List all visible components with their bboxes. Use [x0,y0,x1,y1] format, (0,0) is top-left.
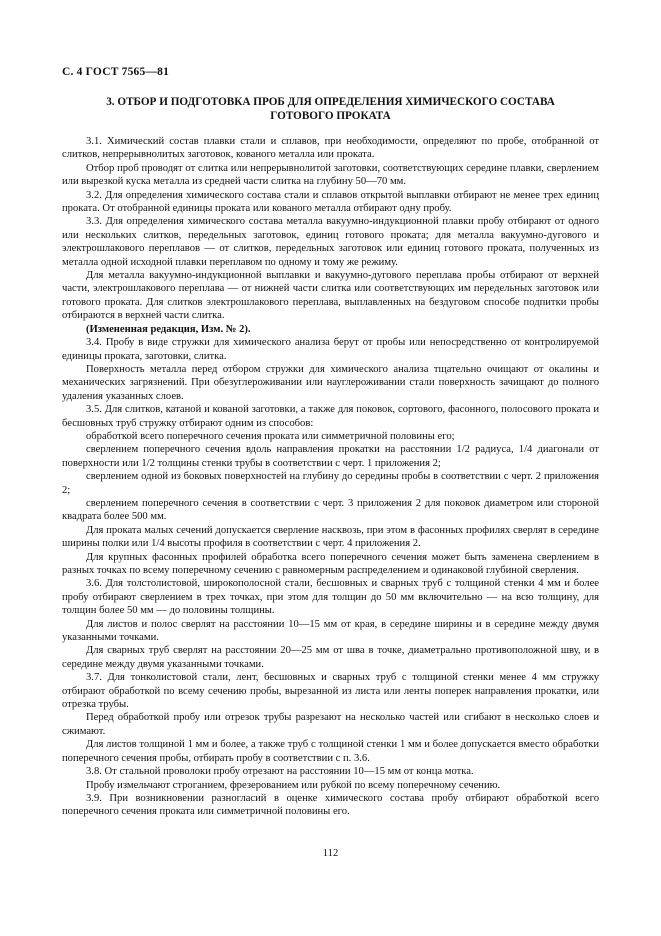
list-item: сверлением одной из боковых поверхностей на глубину до середины пробы в соответствии с черт. 2 приложения 2; [62,471,599,496]
paragraph: Отбор проб проводят от слитка или непрерывнолитой заготовки, соответствующих середине плавки, сверлением или вырезкой куска металла из средней части слитка на глубину 50—70 мм. [62,162,599,188]
paragraph: 3.1. Химический состав плавки стали и сплавов, при необходимости, определяют по пробе, отобранной от слитков, непрерывнолитых заготовок, кованого металла или проката. [62,136,599,161]
paragraph: Для сварных труб сверлят на расстоянии 20—25 мм от шва в точке, диаметрально противоположной шву, и в середине между двумя указанными точками. [62,645,599,670]
list-item: обработкой всего поперечного сечения проката или симметричной половины его; [86,430,455,442]
paragraph: 3.7. Для тонколистовой стали, лент, бесшовных и сварных труб с толщиной стенки менее 4 мм стружку отбирают обработкой по всему сечению пробы, вырезанной из листа или ленты поперек направления прокатки, или отрезка трубы. [62,672,599,711]
page-header: С. 4 ГОСТ 7565—81 [62,66,170,78]
paragraph: 3.8. От стальной проволоки пробу отрезают на расстоянии 10—15 мм от конца мотка. [86,766,474,778]
paragraph: Перед обработкой пробу или отрезок трубы разрезают на несколько частей или сгибают в несколько слоев и сжимают. [62,712,599,737]
list-item: сверлением поперечного сечения вдоль направления прокатки на расстоянии 1/2 радиуса, 1/4 диагонали от поверхности или 1/2 толщины стенки трубы в соответствии с черт. 1 приложения 2; [62,444,599,469]
paragraph: Для металла вакуумно-индукционной выплавки и вакуумно-дугового переплава пробы отбирают от верхней части, электрошлакового переплава — от нижней части слитка или соответствующих им передельных заготовок или готового проката. Для слитков электрошлакового переплава, выплавленных на бездуговом способе подпитки пробы отбираются в верхней части слитка. [62,270,599,322]
paragraph: 3.5. Для слитков, катаной и кованой заготовки, а также для поковок, сортового, фасонного, полосового проката и бесшовных труб стружку отбирают одним из способов: [62,404,599,429]
paragraph: Для проката малых сечений допускается сверление насквозь, при этом в фасонных профилях сверлят в середине ширины полки или 1/4 высоты профиля в соответствии с черт. 4 приложения 2. [62,524,599,550]
section-title-line-1: 3. ОТБОР И ПОДГОТОВКА ПРОБ ДЛЯ ОПРЕДЕЛЕНИЯ ХИМИЧЕСКОГО СОСТАВА [106,96,555,108]
amendment-note: (Измененная редакция, Изм. № 2). [86,323,251,335]
list-item: сверлением поперечного сечения в соответствии с черт. 3 приложения 2 для поковок диаметром или стороной квадрата более 500 мм. [62,497,599,523]
paragraph: Для крупных фасонных профилей обработка всего поперечного сечения может быть заменена сверлением в разных точках по всему поперечному сечению с равномерным распределением и одинаковой глубиной сверления. [62,551,599,576]
paragraph: Для листов и полос сверлят на расстоянии 10—15 мм от края, в середине ширины и в середине между двумя указанными точками. [62,618,599,644]
paragraph: Для листов толщиной 1 мм и более, а также труб с толщиной стенки 1 мм и более допускается вместо обработки поперечного сечения пробы, отбирать пробу в соответствии с п. 3.6. [62,739,599,764]
page-number: 112 [322,848,339,859]
paragraph: Пробу измельчают строганием, фрезерованием или рубкой по всему поперечному сечению. [86,779,501,791]
section-title-line-2: ГОТОВОГО ПРОКАТА [270,110,391,122]
paragraph: Поверхность металла перед отбором стружки для химического анализа тщательно очищают от окалины и механических загрязнений. При обезуглероживании или науглероживании стали поверхность зачищают до полного удаления указанных слоев. [62,363,599,402]
paragraph: 3.2. Для определения химического состава стали и сплавов открытой выплавки отбирают не менее трех единиц проката. От отобранной единицы проката или кованого металла отбирают одну пробу. [62,189,599,215]
document-body [62,135,599,819]
paragraph: 3.4. Пробу в виде стружки для химического анализа берут от пробы или непосредственно от контролируемой единицы проката, заготовки, слитка. [62,337,599,362]
paragraph: 3.3. Для определения химического состава металла вакуумно-индукционной плавки пробу отбирают от одного или нескольких слитков, передельных заготовок, единиц готового проката; для металла вакуумно-дугового и электрошлакового переплавов — от слитков, передельных заготовок или единиц готового проката, полученных из металла одной исходной плавки переплавом по одному и тому же режиму. [62,216,599,268]
section-title [62,95,599,123]
paragraph: 3.6. Для толстолистовой, широкополосной стали, бесшовных и сварных труб с толщиной стенки 4 мм и более пробу отбирают сверлением в трех точках, при этом для толщин до 50 мм включительно — на всю толщину, для толщин более 50 мм — до половины толщины. [62,578,599,617]
paragraph: 3.9. При возникновении разногласий в оценке химического состава пробу отбирают обработкой всего поперечного сечения проката или симметричной половины его. [62,792,599,818]
